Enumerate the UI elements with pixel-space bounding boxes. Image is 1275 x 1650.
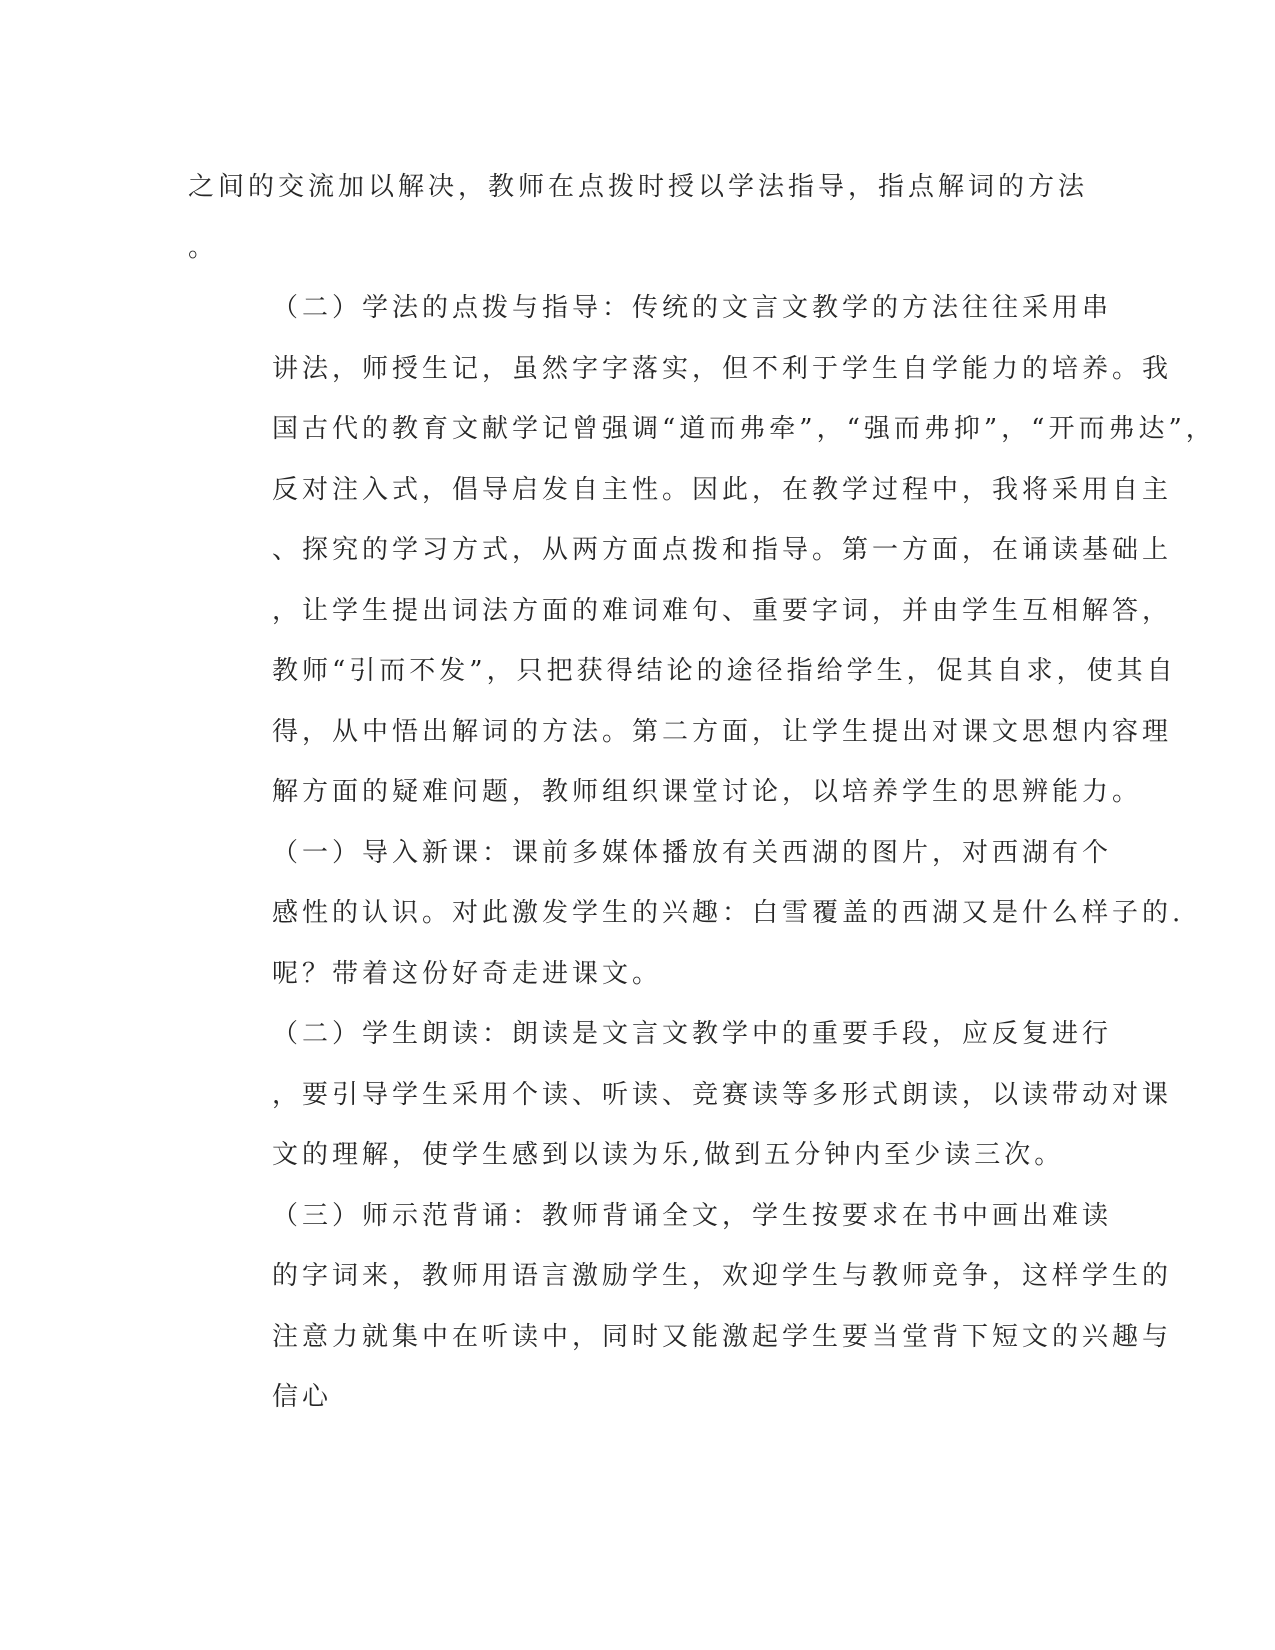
paragraph	[188, 278, 1216, 823]
text-line: 信心	[272, 1382, 333, 1412]
text-line: （二）学生朗读：朗读是文言文教学中的重要手段，应反复进行	[272, 1019, 1113, 1049]
text-line: 解方面的疑难问题，教师组织课堂讨论，以培养学生的思辨能力。	[272, 777, 1143, 807]
text-line: 呢？带着这份好奇走进课文。	[272, 958, 663, 989]
text-line: 得，从中悟出解词的方法。第二方面，让学生提出对课文思想内容理	[272, 716, 1173, 747]
text-line: 之间的交流加以解决，教师在点拨时授以学法指导，指点解词的方法	[188, 172, 1089, 202]
text-line: （一）导入新课：课前多媒体播放有关西湖的图片，对西湖有个	[272, 837, 1113, 868]
paragraph	[188, 157, 1089, 278]
text-line: 教师“引而不发”，只把获得结论的途径指给学生，促其自求，使其自	[272, 656, 1177, 686]
text-line: 。	[188, 232, 219, 263]
text-line: 文的理解，使学生感到以读为乐,做到五分钟内至少读三次。	[272, 1140, 1065, 1170]
text-line: 的字词来，教师用语言激励学生，欢迎学生与教师竞争，这样学生的	[272, 1261, 1173, 1291]
text-line: 讲法，师授生记，虽然字字落实，但不利于学生自学能力的培养。我	[272, 353, 1173, 384]
text-line: 感性的认识。对此激发学生的兴趣：白雪覆盖的西湖又是什么样子的.	[272, 898, 1185, 928]
text-line: ，要引导学生采用个读、听读、竞赛读等多形式朗读，以读带动对课	[272, 1079, 1173, 1110]
paragraph	[188, 1186, 1173, 1428]
text-line: （三）师示范背诵：教师背诵全文，学生按要求在书中画出难读	[272, 1200, 1113, 1231]
paragraph	[188, 823, 1185, 1005]
text-line: （二）学法的点拨与指导：传统的文言文教学的方法往往采用串	[272, 293, 1113, 323]
text-line: 国古代的教育文献学记曾强调“道而弗牵”，“强而弗抑”，“开而弗达”，	[272, 414, 1216, 444]
paragraph	[188, 1004, 1173, 1186]
text-line: 注意力就集中在听读中，同时又能激起学生要当堂背下短文的兴趣与	[272, 1321, 1173, 1352]
text-line: 反对注入式，倡导启发自主性。因此，在教学过程中，我将采用自主	[272, 474, 1173, 505]
body-text	[188, 157, 1216, 1428]
text-line: 、探究的学习方式，从两方面点拨和指导。第一方面，在诵读基础上	[272, 535, 1173, 565]
text-line: ，让学生提出词法方面的难词难句、重要字词，并由学生互相解答，	[272, 595, 1173, 626]
